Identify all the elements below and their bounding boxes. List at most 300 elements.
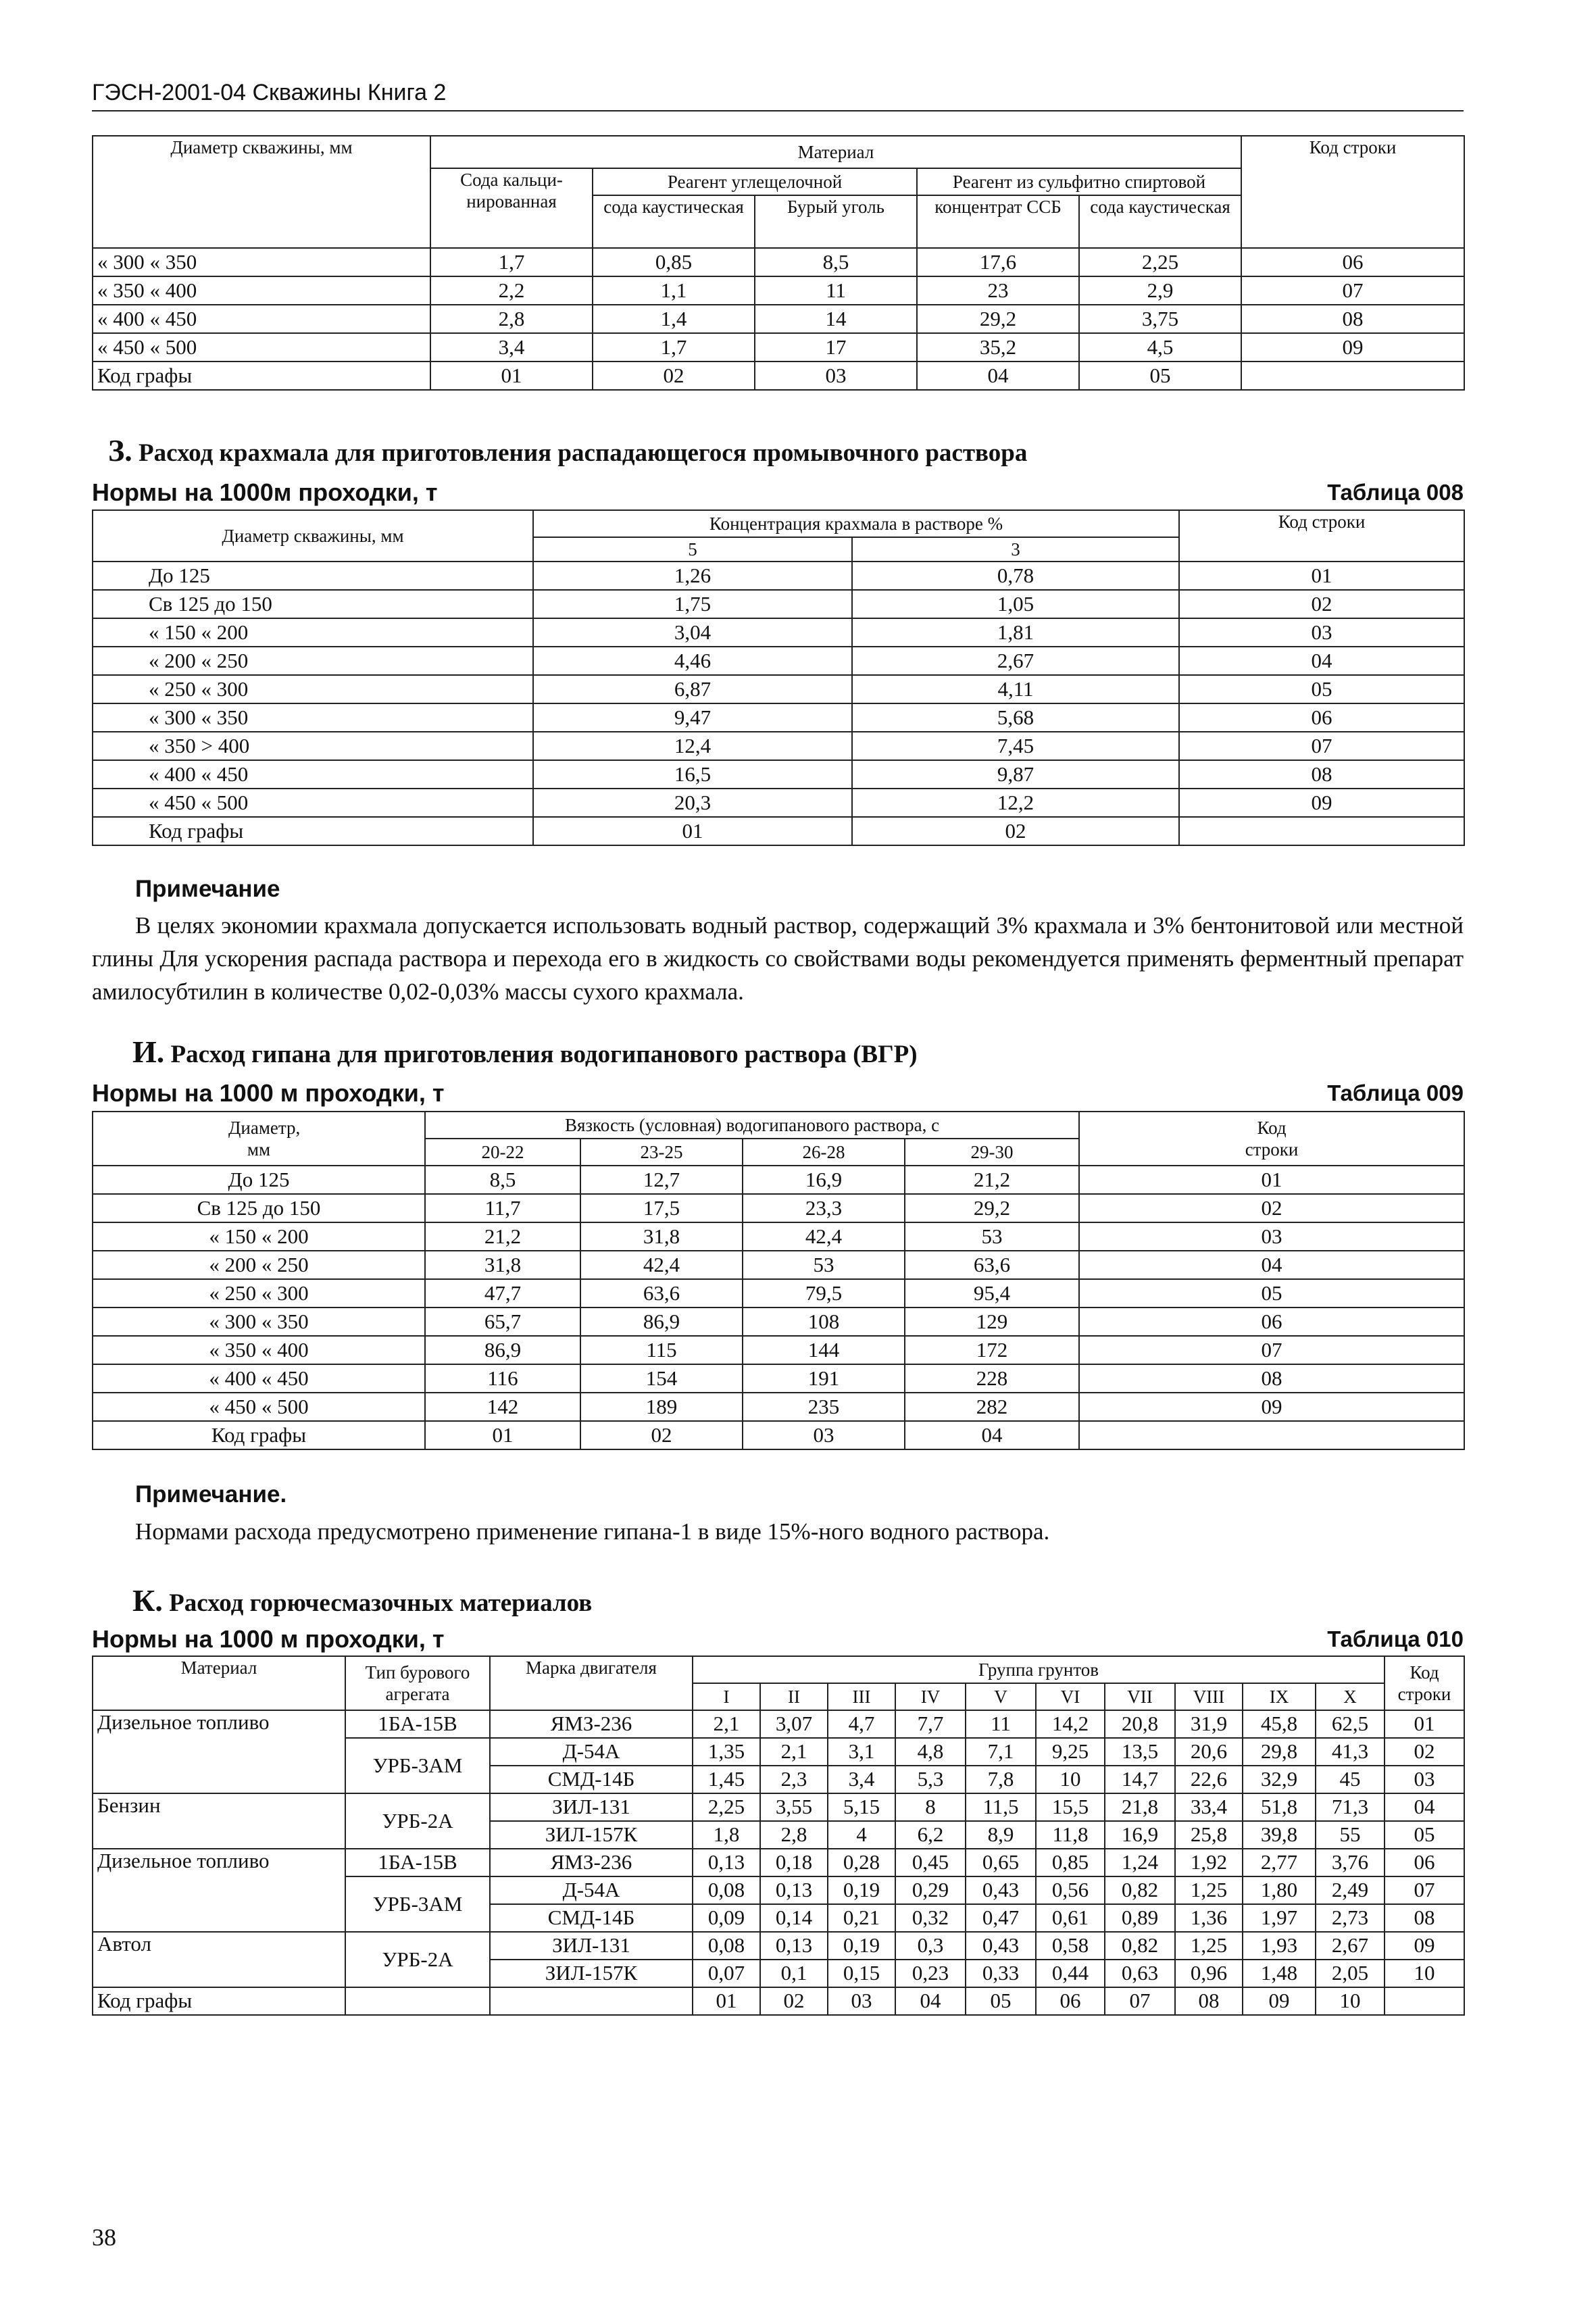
- value-cell: 35,2: [917, 333, 1079, 362]
- diameter-cell: « 200 « 250: [93, 1251, 425, 1279]
- engine-cell: ЯМЗ-236: [490, 1849, 693, 1876]
- table-row: [93, 1393, 1464, 1421]
- value-cell: 2,77: [1243, 1849, 1316, 1876]
- value-cell: 23,3: [743, 1194, 905, 1222]
- empty-cell: [345, 1987, 490, 2015]
- rig-type-cell: УРБ-2А: [345, 1932, 490, 1987]
- value-cell: 5,3: [895, 1766, 966, 1793]
- value-cell: 0,65: [966, 1849, 1036, 1876]
- section-title-z: [108, 432, 1027, 468]
- column-code-cell: 08: [1175, 1987, 1243, 2015]
- diameter-cell: « 400 « 450: [93, 760, 533, 789]
- value-cell: 14: [755, 305, 917, 333]
- diameter-cell: « 450 « 500: [93, 333, 430, 362]
- value-cell: 144: [743, 1336, 905, 1364]
- value-cell: 14,2: [1036, 1710, 1105, 1738]
- value-cell: 1,26: [533, 562, 852, 590]
- soil-group-header: X: [1316, 1683, 1385, 1710]
- section-title-i: [132, 1034, 918, 1070]
- diameter-cell: « 250 « 300: [93, 1279, 425, 1308]
- column-code-cell: 10: [1316, 1987, 1385, 2015]
- value-cell: 142: [425, 1393, 580, 1421]
- value-cell: 108: [743, 1308, 905, 1336]
- value-cell: 32,9: [1243, 1766, 1316, 1793]
- value-cell: 4,11: [852, 675, 1179, 703]
- value-cell: 01: [430, 362, 593, 390]
- row-code-cell: 06: [1241, 248, 1464, 276]
- value-cell: 15,5: [1036, 1793, 1105, 1821]
- value-cell: 51,8: [1243, 1793, 1316, 1821]
- value-cell: 0,08: [693, 1876, 760, 1904]
- value-cell: 0,85: [1036, 1849, 1105, 1876]
- value-cell: 2,25: [693, 1793, 760, 1821]
- table-reagents: [92, 135, 1465, 391]
- value-cell: 5,15: [828, 1793, 895, 1821]
- value-cell: 12,2: [852, 789, 1179, 817]
- row-code-cell: [1241, 362, 1464, 390]
- value-cell: 62,5: [1316, 1710, 1385, 1738]
- value-cell: 3,75: [1079, 305, 1241, 333]
- value-cell: 3,55: [760, 1793, 828, 1821]
- table-row: [93, 675, 1464, 703]
- column-code-row: [93, 362, 1464, 390]
- diameter-cell: « 150 « 200: [93, 618, 533, 647]
- value-cell: 20,8: [1105, 1710, 1175, 1738]
- diameter-cell: « 200 « 250: [93, 647, 533, 675]
- value-cell: 0,33: [966, 1960, 1036, 1987]
- value-cell: 14,7: [1105, 1766, 1175, 1793]
- table-row: [93, 1279, 1464, 1308]
- value-cell: 2,2: [430, 276, 593, 305]
- page-header: ГЭСН-2001-04 Скважины Книга 2: [92, 80, 1464, 111]
- value-cell: 39,8: [1243, 1821, 1316, 1849]
- row-code-cell: 08: [1241, 305, 1464, 333]
- section-letter: И.: [132, 1035, 165, 1069]
- value-cell: 86,9: [580, 1308, 743, 1336]
- value-cell: 42,4: [580, 1251, 743, 1279]
- value-cell: 154: [580, 1364, 743, 1393]
- value-cell: 0,14: [760, 1904, 828, 1932]
- value-cell: 8,5: [425, 1166, 580, 1194]
- soil-group-header: VIII: [1175, 1683, 1243, 1710]
- diameter-cell: « 300 « 350: [93, 1308, 425, 1336]
- value-cell: 04: [905, 1421, 1079, 1449]
- value-cell: 0,47: [966, 1904, 1036, 1932]
- value-cell: 41,3: [1316, 1738, 1385, 1766]
- value-cell: 0,43: [966, 1932, 1036, 1960]
- value-cell: 29,2: [905, 1194, 1079, 1222]
- value-cell: 63,6: [905, 1251, 1079, 1279]
- value-cell: 20,3: [533, 789, 852, 817]
- value-cell: 47,7: [425, 1279, 580, 1308]
- diameter-cell: « 400 « 450: [93, 305, 430, 333]
- value-cell: 1,24: [1105, 1849, 1175, 1876]
- value-cell: 282: [905, 1393, 1079, 1421]
- value-cell: 13,5: [1105, 1738, 1175, 1766]
- value-cell: 7,8: [966, 1766, 1036, 1793]
- header-concentration: Концентрация крахмала в растворе %: [533, 510, 1179, 537]
- value-cell: 21,2: [425, 1222, 580, 1251]
- value-cell: 02: [593, 362, 755, 390]
- material-cell: Дизельное топливо: [93, 1710, 345, 1793]
- rig-type-cell: УРБ-3АМ: [345, 1876, 490, 1932]
- value-cell: 0,3: [895, 1932, 966, 1960]
- diameter-cell: « 300 « 350: [93, 703, 533, 732]
- value-cell: 16,9: [1105, 1821, 1175, 1849]
- section-title-k: [132, 1583, 592, 1618]
- value-cell: 0,63: [1105, 1960, 1175, 1987]
- value-cell: 8: [895, 1793, 966, 1821]
- value-cell: 17,6: [917, 248, 1079, 276]
- row-code-cell: 06: [1179, 703, 1464, 732]
- value-cell: 12,4: [533, 732, 852, 760]
- value-cell: 71,3: [1316, 1793, 1385, 1821]
- table-row: [93, 1222, 1464, 1251]
- value-cell: 0,19: [828, 1932, 895, 1960]
- row-code-cell: 06: [1079, 1308, 1464, 1336]
- value-cell: 33,4: [1175, 1793, 1243, 1821]
- row-code-cell: 02: [1179, 590, 1464, 618]
- value-cell: 11,5: [966, 1793, 1036, 1821]
- section-title-text: Расход горючесмазочных материалов: [169, 1589, 593, 1617]
- norms-line-k: Нормы на 1000 м проходки, т: [92, 1625, 445, 1653]
- value-cell: 172: [905, 1336, 1079, 1364]
- diameter-cell: Код графы: [93, 362, 430, 390]
- value-cell: 7,7: [895, 1710, 966, 1738]
- value-cell: 79,5: [743, 1279, 905, 1308]
- norms-line-z: Нормы на 1000м проходки, т: [92, 478, 438, 506]
- value-cell: 11,8: [1036, 1821, 1105, 1849]
- value-cell: 03: [743, 1421, 905, 1449]
- header-visc-1: 20-22: [425, 1139, 580, 1166]
- empty-cell: [490, 1987, 693, 2015]
- value-cell: 1,92: [1175, 1849, 1243, 1876]
- value-cell: 20,6: [1175, 1738, 1243, 1766]
- value-cell: 31,9: [1175, 1710, 1243, 1738]
- diameter-cell: До 125: [93, 562, 533, 590]
- header-rig-type: Тип бурового агрегата: [345, 1656, 490, 1710]
- value-cell: 86,9: [425, 1336, 580, 1364]
- value-cell: 5,68: [852, 703, 1179, 732]
- diameter-cell: « 350 « 400: [93, 1336, 425, 1364]
- rig-type-cell: 1БА-15В: [345, 1849, 490, 1876]
- value-cell: 2,8: [430, 305, 593, 333]
- value-cell: 53: [905, 1222, 1079, 1251]
- empty-cell: [1385, 1987, 1464, 2015]
- row-code-cell: 01: [1079, 1166, 1464, 1194]
- engine-cell: ЗИЛ-157К: [490, 1960, 693, 1987]
- value-cell: 63,6: [580, 1279, 743, 1308]
- row-code-cell: 04: [1385, 1793, 1464, 1821]
- value-cell: 8,5: [755, 248, 917, 276]
- value-cell: 3,4: [430, 333, 593, 362]
- soil-group-header: VII: [1105, 1683, 1175, 1710]
- note-title-i: Примечание.: [135, 1481, 287, 1508]
- table-row: [93, 732, 1464, 760]
- value-cell: 189: [580, 1393, 743, 1421]
- row-code-cell: 05: [1079, 1279, 1464, 1308]
- value-cell: 22,6: [1175, 1766, 1243, 1793]
- section-title-text: Расход гипана для приготовления водогипанового раствора (ВГР): [170, 1041, 918, 1068]
- row-code-cell: [1179, 817, 1464, 845]
- value-cell: 0,78: [852, 562, 1179, 590]
- value-cell: 115: [580, 1336, 743, 1364]
- column-code-cell: 07: [1105, 1987, 1175, 2015]
- rig-type-cell: УРБ-2А: [345, 1793, 490, 1849]
- header-row-code: Код строки: [1385, 1656, 1464, 1710]
- value-cell: 3,07: [760, 1710, 828, 1738]
- table-row: [93, 1251, 1464, 1279]
- value-cell: 2,67: [852, 647, 1179, 675]
- header-conc-5: 5: [533, 537, 852, 562]
- value-cell: 2,8: [760, 1821, 828, 1849]
- engine-cell: ЗИЛ-157К: [490, 1821, 693, 1849]
- value-cell: 116: [425, 1364, 580, 1393]
- value-cell: 0,13: [760, 1932, 828, 1960]
- value-cell: 23: [917, 276, 1079, 305]
- table-row: [93, 1793, 1464, 1821]
- value-cell: 1,7: [593, 333, 755, 362]
- section-letter: З.: [108, 433, 132, 468]
- value-cell: 0,15: [828, 1960, 895, 1987]
- value-cell: 0,23: [895, 1960, 966, 1987]
- diameter-cell: « 300 « 350: [93, 248, 430, 276]
- table-row: [93, 789, 1464, 817]
- value-cell: 16,9: [743, 1166, 905, 1194]
- table-row: [93, 305, 1464, 333]
- value-cell: 1,7: [430, 248, 593, 276]
- diameter-cell: « 400 « 450: [93, 1364, 425, 1393]
- row-code-cell: 08: [1079, 1364, 1464, 1393]
- engine-cell: СМД-14Б: [490, 1904, 693, 1932]
- engine-cell: ЗИЛ-131: [490, 1932, 693, 1960]
- value-cell: 21,8: [1105, 1793, 1175, 1821]
- value-cell: 2,67: [1316, 1932, 1385, 1960]
- column-code-cell: 05: [966, 1987, 1036, 2015]
- value-cell: 8,9: [966, 1821, 1036, 1849]
- value-cell: 53: [743, 1251, 905, 1279]
- value-cell: 0,82: [1105, 1876, 1175, 1904]
- value-cell: 21,2: [905, 1166, 1079, 1194]
- table-row: [93, 1166, 1464, 1194]
- value-cell: 191: [743, 1364, 905, 1393]
- value-cell: 17,5: [580, 1194, 743, 1222]
- engine-cell: Д-54А: [490, 1876, 693, 1904]
- value-cell: 3,76: [1316, 1849, 1385, 1876]
- header-soda-calcined: Сода кальци-нированная: [430, 168, 593, 248]
- value-cell: 2,9: [1079, 276, 1241, 305]
- column-code-cell: 02: [760, 1987, 828, 2015]
- engine-cell: СМД-14Б: [490, 1766, 693, 1793]
- value-cell: 1,05: [852, 590, 1179, 618]
- diameter-cell: Св 125 до 150: [93, 1194, 425, 1222]
- table-label-010: Таблица 010: [1327, 1626, 1464, 1651]
- diameter-cell: Код графы: [93, 817, 533, 845]
- header-soda-caustic-2: сода каустическая: [1079, 195, 1241, 248]
- value-cell: 1,48: [1243, 1960, 1316, 1987]
- material-cell: Бензин: [93, 1793, 345, 1849]
- row-code-cell: 09: [1179, 789, 1464, 817]
- table-row: [93, 760, 1464, 789]
- diameter-cell: « 250 « 300: [93, 675, 533, 703]
- engine-cell: ЯМЗ-236: [490, 1710, 693, 1738]
- row-code-cell: [1079, 1421, 1464, 1449]
- value-cell: 0,85: [593, 248, 755, 276]
- soil-group-header: VI: [1036, 1683, 1105, 1710]
- table-row: [93, 1710, 1464, 1738]
- diameter-cell: « 450 « 500: [93, 1393, 425, 1421]
- header-viscosity: Вязкость (условная) водогипанового раствора, с: [425, 1112, 1079, 1139]
- note-title-z: Примечание: [135, 876, 280, 902]
- value-cell: 65,7: [425, 1308, 580, 1336]
- value-cell: 3,4: [828, 1766, 895, 1793]
- header-soil-group: Группа грунтов: [693, 1656, 1385, 1683]
- value-cell: 4,8: [895, 1738, 966, 1766]
- table-row: [93, 1194, 1464, 1222]
- value-cell: 0,32: [895, 1904, 966, 1932]
- row-code-cell: 08: [1179, 760, 1464, 789]
- value-cell: 0,89: [1105, 1904, 1175, 1932]
- value-cell: 0,61: [1036, 1904, 1105, 1932]
- value-cell: 0,08: [693, 1932, 760, 1960]
- column-code-cell: 03: [828, 1987, 895, 2015]
- row-code-cell: 01: [1385, 1710, 1464, 1738]
- value-cell: 1,75: [533, 590, 852, 618]
- table-row: [93, 248, 1464, 276]
- value-cell: 1,8: [693, 1821, 760, 1849]
- value-cell: 0,13: [760, 1876, 828, 1904]
- row-code-cell: 09: [1385, 1932, 1464, 1960]
- value-cell: 01: [425, 1421, 580, 1449]
- value-cell: 6,2: [895, 1821, 966, 1849]
- section-letter: К.: [132, 1583, 163, 1618]
- value-cell: 7,45: [852, 732, 1179, 760]
- column-code-label: Код графы: [93, 1987, 345, 2015]
- header-engine: Марка двигателя: [490, 1656, 693, 1710]
- value-cell: 1,36: [1175, 1904, 1243, 1932]
- value-cell: 01: [533, 817, 852, 845]
- value-cell: 29,2: [917, 305, 1079, 333]
- rig-type-cell: 1БА-15В: [345, 1710, 490, 1738]
- table-row: [93, 1932, 1464, 1960]
- value-cell: 05: [1079, 362, 1241, 390]
- note-text-z: В целях экономии крахмала допускается использовать водный раствор, содержащий 3% крахмала и 3% бентонитовой или местной глины Для ускорения распада раствора и перехода его в жидкость со свойствами воды рекомендуется применять ферментный препарат амилосубтилин в количестве 0,02-0,03% массы сухого крахмала.: [92, 912, 1464, 1005]
- row-code-cell: 07: [1079, 1336, 1464, 1364]
- row-code-cell: 02: [1079, 1194, 1464, 1222]
- rig-type-cell: УРБ-3АМ: [345, 1738, 490, 1793]
- header-conc-3: 3: [852, 537, 1179, 562]
- diameter-cell: Св 125 до 150: [93, 590, 533, 618]
- header-material: Материал: [93, 1656, 345, 1710]
- row-code-cell: 03: [1179, 618, 1464, 647]
- table-row: [93, 562, 1464, 590]
- value-cell: 3,1: [828, 1738, 895, 1766]
- page-number: 38: [92, 2224, 116, 2251]
- column-code-row: [93, 1987, 1464, 2015]
- value-cell: 25,8: [1175, 1821, 1243, 1849]
- value-cell: 0,29: [895, 1876, 966, 1904]
- value-cell: 02: [852, 817, 1179, 845]
- value-cell: 0,1: [760, 1960, 828, 1987]
- value-cell: 0,09: [693, 1904, 760, 1932]
- diameter-cell: « 350 « 400: [93, 276, 430, 305]
- header-material: Материал: [430, 136, 1241, 168]
- header-reagent-sulf: Реагент из сульфитно спиртовой: [917, 168, 1241, 195]
- value-cell: 11,7: [425, 1194, 580, 1222]
- value-cell: 0,13: [693, 1849, 760, 1876]
- header-diameter: Диаметр, мм: [93, 1112, 425, 1166]
- table-row: [93, 1336, 1464, 1364]
- value-cell: 04: [917, 362, 1079, 390]
- header-concentrate: концентрат ССБ: [917, 195, 1079, 248]
- table-label-008: Таблица 008: [1327, 480, 1464, 505]
- row-code-cell: 09: [1241, 333, 1464, 362]
- value-cell: 9,47: [533, 703, 852, 732]
- table-row: [93, 276, 1464, 305]
- value-cell: 03: [755, 362, 917, 390]
- row-code-cell: 05: [1385, 1821, 1464, 1849]
- value-cell: 2,1: [760, 1738, 828, 1766]
- value-cell: 235: [743, 1393, 905, 1421]
- table-gipan: [92, 1111, 1465, 1450]
- value-cell: 1,25: [1175, 1876, 1243, 1904]
- value-cell: 2,05: [1316, 1960, 1385, 1987]
- row-code-cell: 05: [1179, 675, 1464, 703]
- row-code-cell: 08: [1385, 1904, 1464, 1932]
- header-row-code: Код строки: [1241, 136, 1464, 248]
- soil-group-header: III: [828, 1683, 895, 1710]
- row-code-cell: 04: [1079, 1251, 1464, 1279]
- value-cell: 2,1: [693, 1710, 760, 1738]
- value-cell: 17: [755, 333, 917, 362]
- diameter-cell: До 125: [93, 1166, 425, 1194]
- material-cell: Дизельное топливо: [93, 1849, 345, 1932]
- value-cell: 1,25: [1175, 1932, 1243, 1960]
- row-code-cell: 04: [1179, 647, 1464, 675]
- soil-group-header: V: [966, 1683, 1036, 1710]
- table-row: [93, 1308, 1464, 1336]
- value-cell: 0,45: [895, 1849, 966, 1876]
- value-cell: 7,1: [966, 1738, 1036, 1766]
- value-cell: 0,82: [1105, 1932, 1175, 1960]
- header-visc-3: 26-28: [743, 1139, 905, 1166]
- row-code-cell: 07: [1179, 732, 1464, 760]
- value-cell: 2,73: [1316, 1904, 1385, 1932]
- column-code-row: [93, 1421, 1464, 1449]
- soil-group-header: II: [760, 1683, 828, 1710]
- soil-group-header: IX: [1243, 1683, 1316, 1710]
- diameter-cell: « 350 > 400: [93, 732, 533, 760]
- table-label-009: Таблица 009: [1327, 1080, 1464, 1105]
- engine-cell: ЗИЛ-131: [490, 1793, 693, 1821]
- row-code-cell: 03: [1079, 1222, 1464, 1251]
- header-diameter: Диаметр скважины, мм: [93, 136, 430, 248]
- soil-group-header: I: [693, 1683, 760, 1710]
- value-cell: 1,35: [693, 1738, 760, 1766]
- value-cell: 9,25: [1036, 1738, 1105, 1766]
- value-cell: 1,81: [852, 618, 1179, 647]
- value-cell: 4,7: [828, 1710, 895, 1738]
- value-cell: 55: [1316, 1821, 1385, 1849]
- value-cell: 0,07: [693, 1960, 760, 1987]
- value-cell: 02: [580, 1421, 743, 1449]
- header-brown-coal: Бурый уголь: [755, 195, 917, 248]
- value-cell: 0,28: [828, 1849, 895, 1876]
- row-code-cell: 10: [1385, 1960, 1464, 1987]
- column-code-cell: 09: [1243, 1987, 1316, 2015]
- value-cell: 1,97: [1243, 1904, 1316, 1932]
- value-cell: 10: [1036, 1766, 1105, 1793]
